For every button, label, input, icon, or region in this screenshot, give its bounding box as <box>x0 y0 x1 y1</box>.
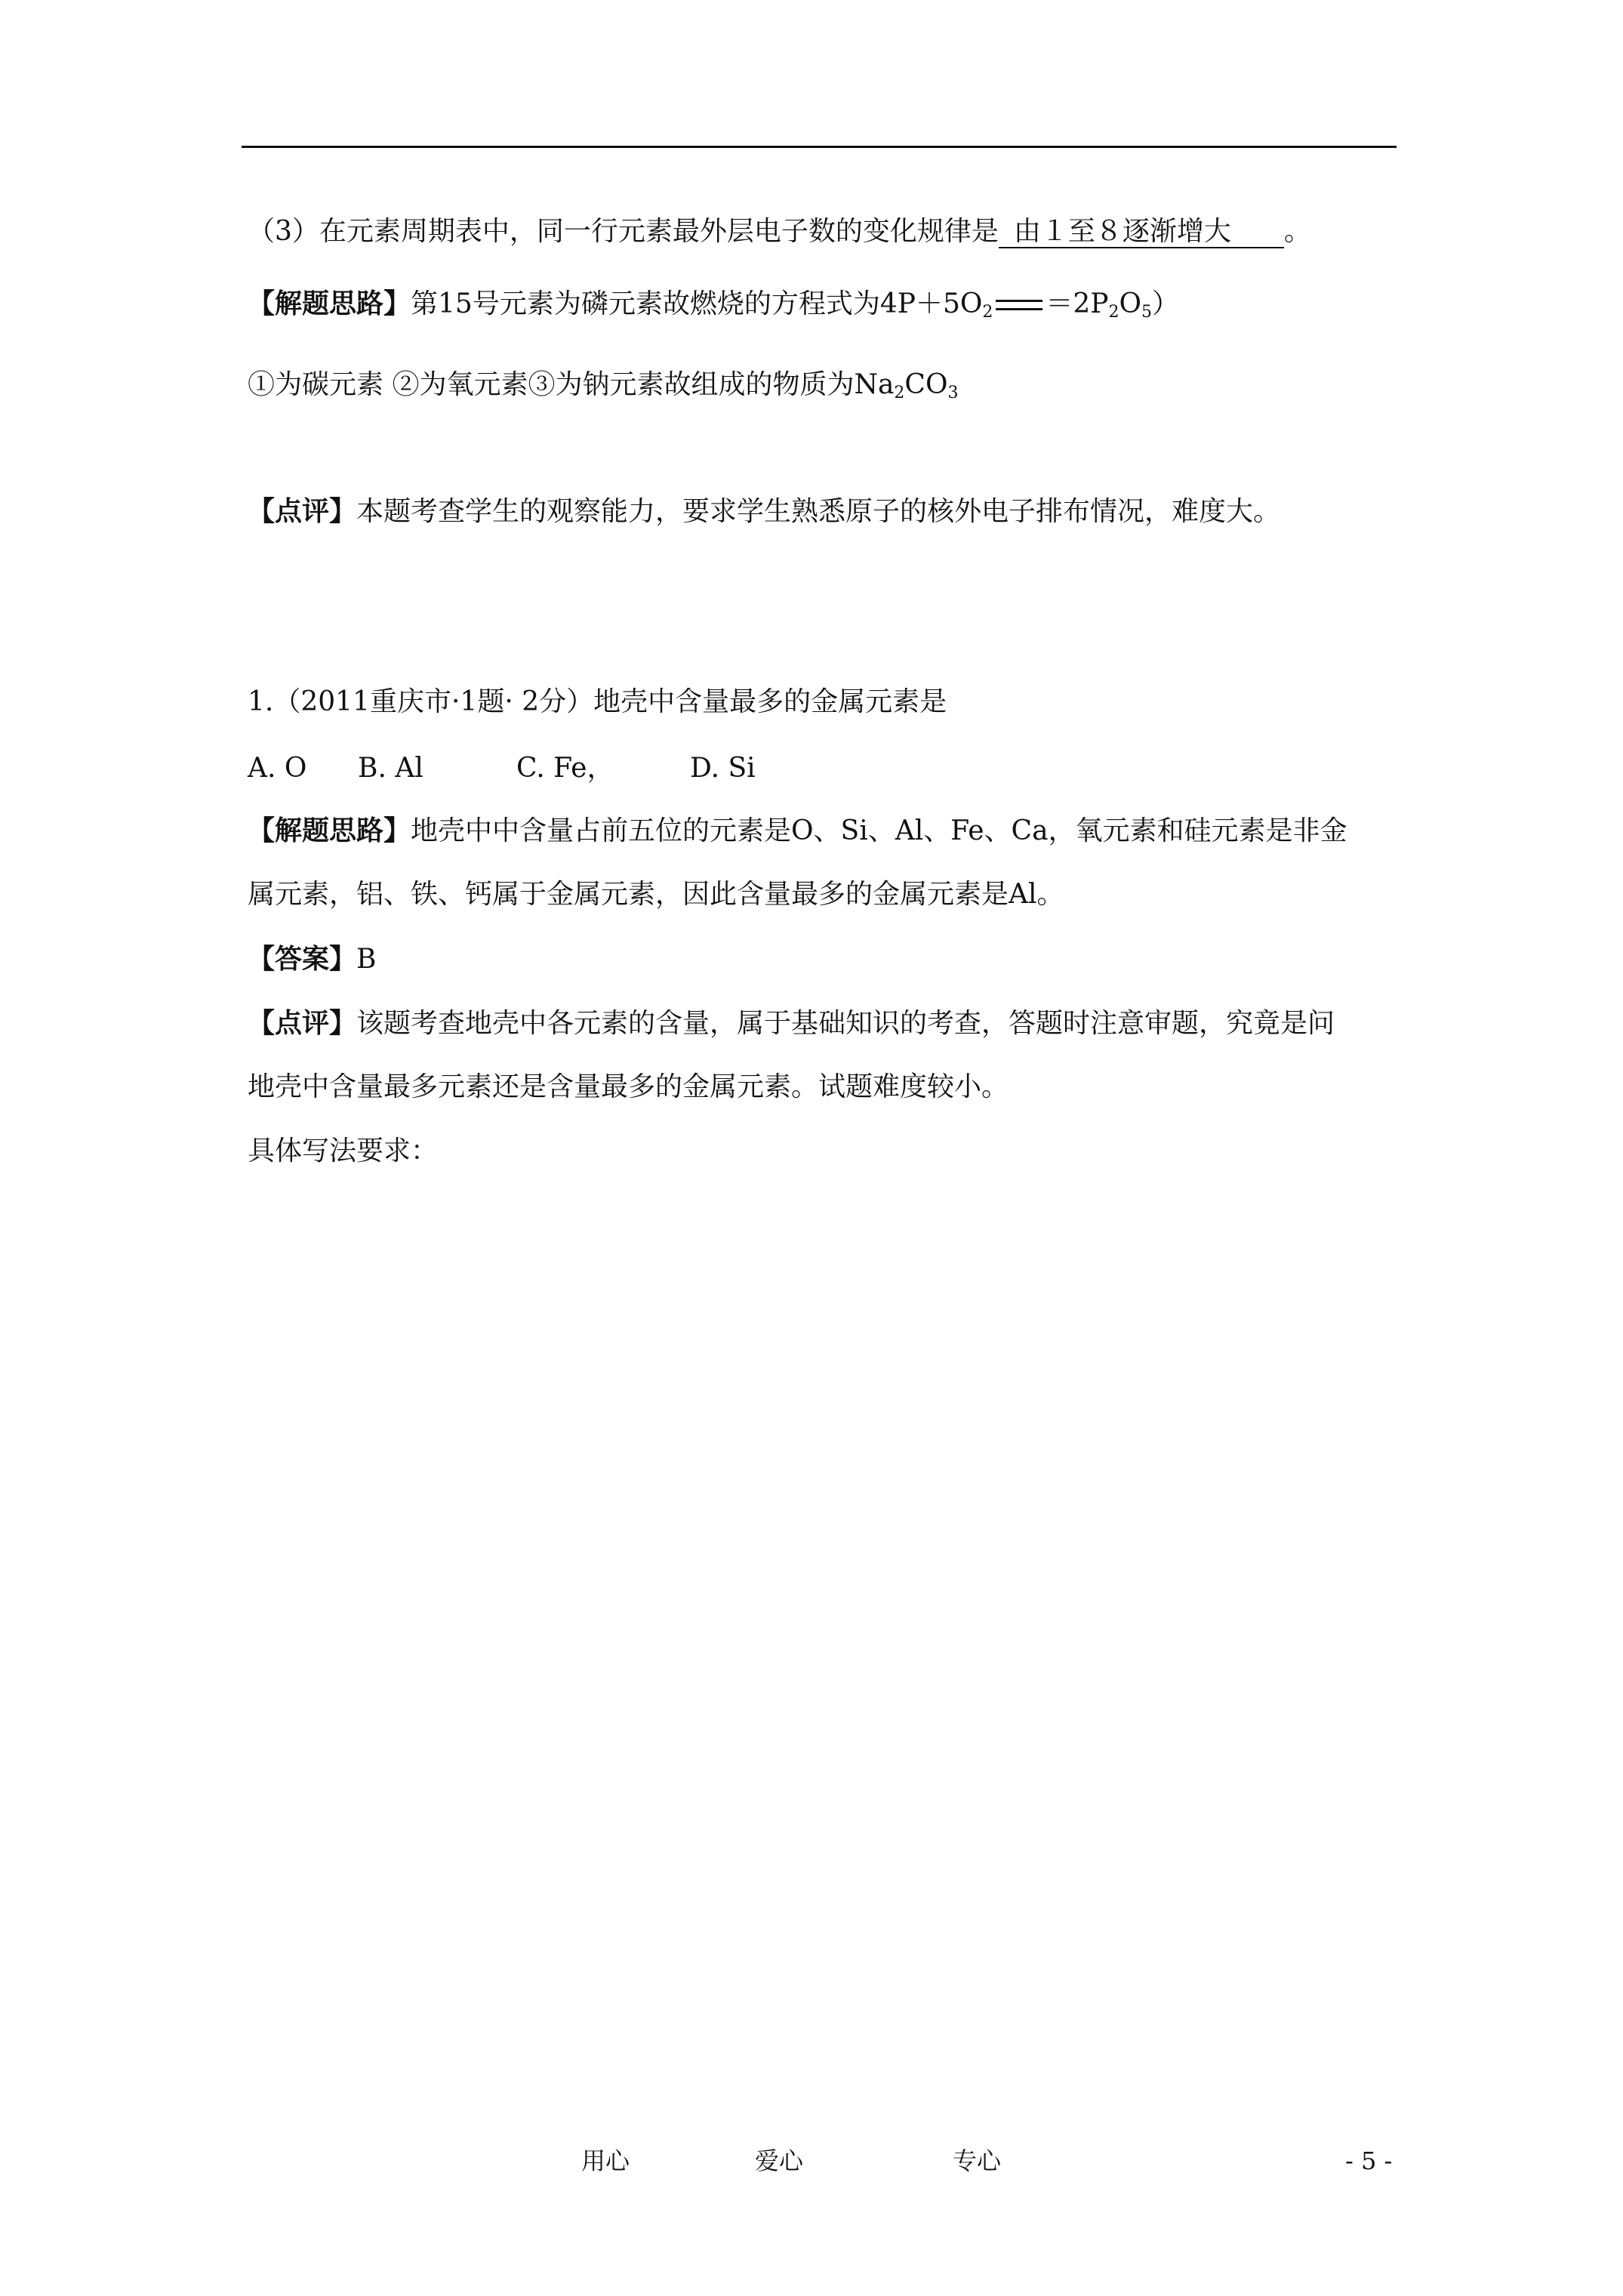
q1-comment-text1: 该题考查地壳中各元素的含量，属于基础知识的考查，答题时注意审题，究竟是问 <box>356 1008 1335 1039</box>
na2-subscript: 2 <box>894 384 905 402</box>
q3-suffix: 。 <box>1283 216 1311 247</box>
footer-item-3: 专心 <box>953 2147 1002 2175</box>
elements-text-co: CO <box>904 369 948 400</box>
option-c: C. Fe， <box>516 753 614 784</box>
q1-answer-line <box>248 942 376 976</box>
q1-thinking-text1: 地壳中中含量占前五位的元素是O、Si、Al、Fe、Ca，氧元素和硅元素是非金 <box>411 815 1347 846</box>
elements-text-pre: ①为碳元素 ②为氧元素③为钠元素故组成的物质为Na <box>248 369 895 400</box>
q1-thinking-line1 <box>248 814 1347 848</box>
q3-elements-line <box>248 368 958 402</box>
q1-comment-line1 <box>248 1006 1335 1040</box>
q3-comment-line <box>248 495 1280 529</box>
o2-subscript: 2 <box>982 303 993 322</box>
q1-answer: B <box>356 944 377 975</box>
q1-comment-text2: 地壳中含量最多元素还是含量最多的金属元素。试题难度较小。 <box>248 1071 1009 1102</box>
writing-req-text: 具体写法要求： <box>248 1136 439 1166</box>
equation-double-line <box>996 300 1042 310</box>
thinking-tag: 【解题思路】 <box>248 288 411 319</box>
page-number: - 5 - <box>1345 2147 1393 2175</box>
q1-stem <box>248 686 947 719</box>
o5-subscript: 5 <box>1141 303 1153 322</box>
footer-item-2: 爱心 <box>755 2147 804 2175</box>
thinking-text-pre: 第15号元素为磷元素故燃烧的方程式为4P＋5O <box>411 288 983 319</box>
q1-thinking-tag: 【解题思路】 <box>248 815 411 846</box>
q1-thinking-text2: 属元素，铝、铁、钙属于金属元素，因此含量最多的金属元素是Al。 <box>248 879 1064 910</box>
p2-subscript: 2 <box>1108 303 1119 322</box>
option-a: A. O <box>248 753 307 784</box>
q1-answer-tag: 【答案】 <box>248 943 357 975</box>
thinking-text-o: O <box>1119 288 1142 319</box>
q1-comment-tag: 【点评】 <box>248 1007 357 1039</box>
q1-thinking-line2 <box>248 878 1064 911</box>
q3-thinking-line <box>248 287 1179 321</box>
q3-answer-blank: 由１至８逐渐增大 <box>999 217 1284 248</box>
header-rule <box>242 146 1397 148</box>
q1-stem-text: 1.（2011重庆市·1题· 2分）地壳中含量最多的金属元素是 <box>248 686 947 717</box>
q1-options <box>248 752 756 785</box>
co3-subscript: 3 <box>947 384 959 402</box>
option-d: D. Si <box>690 753 756 784</box>
thinking-text-mid: ＝2P <box>1046 288 1109 319</box>
q1-comment-line2 <box>248 1071 1009 1104</box>
q3-line <box>248 215 1311 248</box>
comment-text: 本题考查学生的观察能力，要求学生熟悉原子的核外电子排布情况，难度大。 <box>356 496 1281 527</box>
comment-tag: 【点评】 <box>248 495 357 527</box>
writing-requirements <box>248 1135 438 1168</box>
thinking-text-end: ） <box>1152 288 1180 319</box>
footer-item-1: 用心 <box>581 2147 630 2175</box>
q3-prefix: （3）在元素周期表中，同一行元素最外层电子数的变化规律是 <box>248 216 999 247</box>
option-b: B. Al <box>358 753 423 784</box>
